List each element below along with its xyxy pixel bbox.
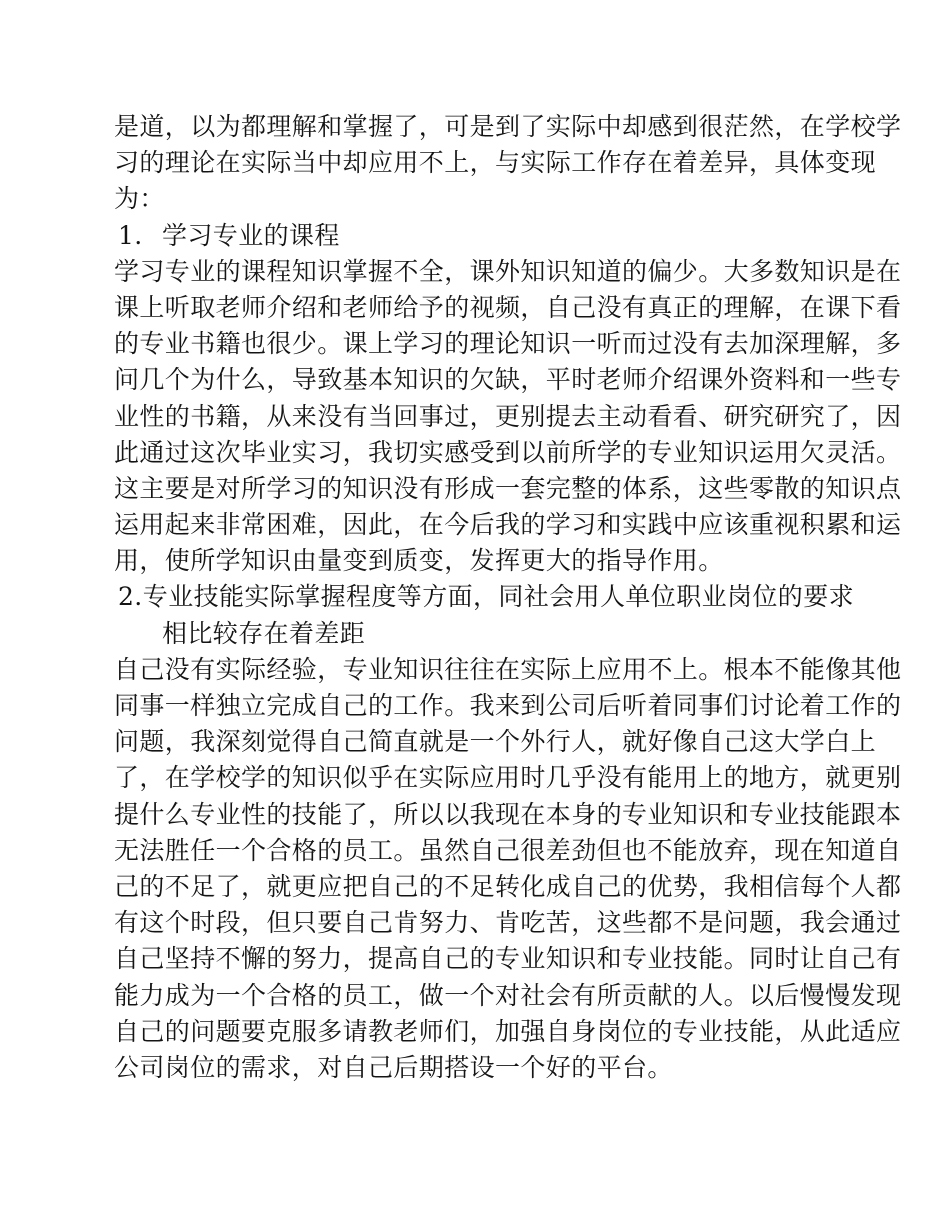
section-1-line: 业性的书籍，从来没有当回事过，更别提去主动看看、研究研究了，因 [114, 401, 902, 431]
section-1-number: 1. [118, 220, 143, 250]
section-2-line: 公司岗位的需求，对自己后期搭设一个好的平台。 [114, 1052, 673, 1082]
section-1-line: 学习专业的课程知识掌握不全，课外知识知道的偏少。大多数知识是在 [114, 256, 902, 286]
section-2-heading [114, 579, 854, 615]
section-1-line: 的专业书籍也很少。课上学习的理论知识一听而过没有去加深理解，多 [114, 329, 902, 359]
intro-line: 是道，以为都理解和掌握了，可是到了实际中却感到很茫然，在学校学 [114, 112, 902, 141]
section-2-line: 了，在学校学的知识似乎在实际应用时几乎没有能用上的地方，就更别 [114, 763, 902, 793]
section-1-line: 运用起来非常困难，因此，在今后我的学习和实践中应该重视积累和运 [114, 510, 902, 540]
section-2-line: 己的不足了，就更应把自己的不足转化成自己的优势，我相信每个人都 [114, 871, 902, 901]
section-1-title: 学习专业的课程 [162, 220, 340, 250]
section-2-title-line1: 专业技能实际掌握程度等方面，同社会用人单位职业岗位的要求 [142, 582, 854, 612]
section-2-line: 提什么专业性的技能了，所以以我现在本身的专业知识和专业技能跟本 [114, 799, 902, 829]
section-2-line: 能力成为一个合格的员工，做一个对社会有所贡献的人。以后慢慢发现 [114, 980, 902, 1010]
document-page [114, 109, 902, 1086]
section-2-line: 自己的问题要克服多请教老师们，加强自身岗位的专业技能，从此适应 [114, 1016, 902, 1046]
section-1-heading [114, 218, 854, 254]
section-2-line: 同事一样独立完成自己的工作。我来到公司后听着同事们讨论着工作的 [114, 691, 902, 720]
section-1-line: 问几个为什么，导致基本知识的欠缺，平时老师介绍课外资料和一些专 [114, 365, 902, 395]
section-2-line: 有这个时段，但只要自己肯努力、肯吃苦，这些都不是问题，我会通过 [114, 908, 902, 938]
section-1-line: 这主要是对所学习的知识没有形成一套完整的体系，这些零散的知识点 [114, 473, 902, 503]
section-2-line: 无法胜任一个合格的员工。虽然自己很差劲但也不能放弃，现在知道自 [114, 835, 902, 865]
section-2-number: 2. [118, 582, 143, 612]
intro-line: 习的理论在实际当中却应用不上，与实际工作存在着差异，具体变现 [114, 148, 877, 178]
section-1-line: 用，使所学知识由量变到质变，发挥更大的指导作用。 [114, 546, 724, 576]
section-2-title-line2: 相比较存在着差距 [162, 618, 366, 648]
section-1-line: 课上听取老师介绍和老师给予的视频，自己没有真正的理解，在课下看 [114, 292, 902, 322]
section-2-line: 问题，我深刻觉得自己简直就是一个外行人，就好像自己这大学白上 [114, 727, 877, 757]
section-2-line: 自己没有实际经验，专业知识往往在实际上应用不上。根本不能像其他 [114, 654, 902, 684]
intro-line: 为： [114, 184, 165, 214]
section-1-line: 此通过这次毕业实习，我切实感受到以前所学的专业知识运用欠灵活。 [114, 437, 902, 467]
section-2-line: 自己坚持不懈的努力，提高自己的专业知识和专业技能。同时让自己有 [114, 944, 902, 974]
